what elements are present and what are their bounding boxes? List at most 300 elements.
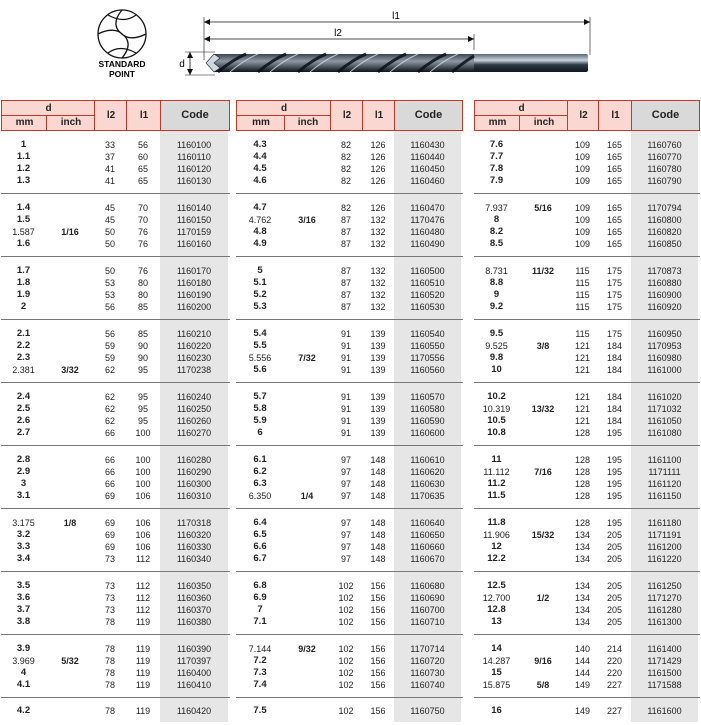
l1-cell: 214 <box>606 644 623 654</box>
l2-cell: 66 <box>104 467 115 477</box>
l1-cell: 119 <box>135 668 151 678</box>
table-row <box>474 427 700 439</box>
l2-cell: 45 <box>104 215 115 225</box>
code-cell: 1160310 <box>160 490 228 502</box>
code-cell: 1160730 <box>394 667 461 679</box>
table-row <box>1 340 230 352</box>
table-row <box>236 517 463 529</box>
l2-cell: 121 <box>574 392 591 402</box>
table-row <box>236 289 463 301</box>
mm-cell: 2.5 <box>16 403 31 414</box>
l1-cell: 139 <box>370 329 386 339</box>
header-divider <box>284 115 285 130</box>
l2-cell: 87 <box>340 302 351 312</box>
table-row <box>236 667 463 679</box>
table-row <box>474 289 700 301</box>
code-cell: 1160490 <box>394 238 461 250</box>
mm-cell: 7.2 <box>253 655 267 666</box>
code-cell: 1160440 <box>394 151 461 163</box>
mm-cell: 10.8 <box>487 427 506 438</box>
table-row <box>474 592 700 604</box>
mm-cell: 4.1 <box>16 679 31 690</box>
l1-cell: 100 <box>135 455 151 465</box>
mm-cell: 5.2 <box>253 289 267 300</box>
standard-point-icon <box>98 10 146 58</box>
mm-cell: 7.937 <box>485 203 508 213</box>
l2-cell: 87 <box>340 239 351 249</box>
table-row <box>474 352 700 364</box>
mm-cell: 9.525 <box>485 341 508 351</box>
table-row <box>236 328 463 340</box>
l1-cell: 85 <box>137 329 148 339</box>
code-cell: 1160170 <box>160 265 228 277</box>
l1-cell: 132 <box>370 302 386 312</box>
l2-cell: 45 <box>104 203 115 213</box>
table-row <box>474 328 700 340</box>
l1-cell: 205 <box>606 554 623 564</box>
mm-cell: 13 <box>491 616 502 627</box>
table-row <box>474 667 700 679</box>
row-group <box>236 446 463 509</box>
code-cell: 1160680 <box>394 580 461 592</box>
drill-bit-image <box>206 54 588 72</box>
l2-cell: 66 <box>104 455 115 465</box>
l1-cell: 106 <box>135 491 151 501</box>
l2-cell: 134 <box>574 530 591 540</box>
l1-cell: 165 <box>606 176 623 186</box>
table-row <box>1 364 230 376</box>
table-row <box>1 604 230 616</box>
l1-cell: 76 <box>137 227 148 237</box>
l2-cell: 109 <box>574 227 591 237</box>
mm-cell: 1.2 <box>16 163 31 174</box>
l2-cell: 109 <box>574 164 591 174</box>
header-divider <box>46 115 47 130</box>
mm-cell: 7.6 <box>489 139 504 150</box>
l2-cell: 115 <box>575 266 590 276</box>
mm-cell: 1.9 <box>16 289 31 300</box>
l1-cell: 90 <box>137 341 148 351</box>
table-row <box>1 139 230 151</box>
mm-cell: 2.3 <box>16 352 31 363</box>
table-row <box>1 238 230 250</box>
row-group <box>1 572 230 635</box>
code-cell: 1160560 <box>394 364 461 376</box>
row-group <box>474 320 700 383</box>
mm-cell: 3.7 <box>16 604 31 615</box>
inch-cell: 1/2 <box>536 593 550 603</box>
l2-cell: 102 <box>338 656 354 666</box>
table-row <box>236 705 463 717</box>
drill-size-table-1 <box>1 100 230 722</box>
row-group <box>1 698 230 722</box>
l2-cell: 102 <box>338 706 354 716</box>
table-row <box>474 175 700 187</box>
code-cell: 1160360 <box>160 592 228 604</box>
mm-cell: 4.6 <box>253 175 267 186</box>
l2-cell: 78 <box>104 706 115 716</box>
l2-cell: 66 <box>104 479 115 489</box>
column-header-d: d <box>280 103 288 114</box>
table-row <box>1 541 230 553</box>
l2-cell: 87 <box>340 227 351 237</box>
header-divider <box>519 115 520 130</box>
code-cell: 1160660 <box>394 541 461 553</box>
header-divider <box>94 101 95 130</box>
table-row <box>236 643 463 655</box>
mm-cell: 5.1 <box>253 277 267 288</box>
row-group <box>474 635 700 698</box>
mm-cell: 14.287 <box>482 656 511 666</box>
l1-cell: 148 <box>370 530 386 540</box>
mm-cell: 4.8 <box>253 226 267 237</box>
drill-size-table-2 <box>236 100 463 722</box>
mm-cell: 4 <box>20 667 27 678</box>
code-cell: 1160160 <box>160 238 228 250</box>
code-cell: 1160130 <box>160 175 228 187</box>
table-row <box>236 265 463 277</box>
table-row <box>236 541 463 553</box>
l2-cell: 50 <box>104 239 115 249</box>
mm-cell: 6.3 <box>253 478 267 489</box>
table-row <box>474 364 700 376</box>
mm-cell: 9.8 <box>489 352 504 363</box>
l2-cell: 37 <box>104 152 115 162</box>
l1-cell: 100 <box>135 479 151 489</box>
l2-cell: 128 <box>574 518 591 528</box>
header-divider <box>631 101 632 130</box>
table-row <box>474 553 700 565</box>
l1-cell: 156 <box>370 644 386 654</box>
mm-cell: 3.9 <box>16 643 31 654</box>
table-row <box>1 655 230 667</box>
inch-cell: 3/32 <box>61 365 79 375</box>
table-row <box>236 466 463 478</box>
inch-cell: 11/32 <box>531 266 555 276</box>
l1-cell: 184 <box>606 353 623 363</box>
mm-cell: 8.2 <box>489 226 504 237</box>
mm-cell: 2.6 <box>16 415 31 426</box>
mm-cell: 5.4 <box>253 328 267 339</box>
l2-cell: 73 <box>104 554 115 564</box>
l2-cell: 91 <box>340 416 351 426</box>
l1-cell: 106 <box>135 542 151 552</box>
l1-cell: 112 <box>135 605 151 615</box>
mm-cell: 7.5 <box>253 705 267 716</box>
table-row <box>474 163 700 175</box>
code-cell: 1170476 <box>394 214 461 226</box>
code-cell: 1160750 <box>394 705 461 717</box>
table-row <box>474 151 700 163</box>
table-row <box>474 214 700 226</box>
l2-cell: 53 <box>104 278 115 288</box>
l2-cell: 128 <box>574 455 591 465</box>
mm-cell: 3.1 <box>16 490 31 501</box>
row-group <box>474 194 700 257</box>
l1-cell: 95 <box>137 392 148 402</box>
mm-cell: 1.6 <box>16 238 31 249</box>
mm-cell: 6.2 <box>253 466 267 477</box>
dimension-label-l1: l1 <box>392 11 400 22</box>
table-row <box>236 340 463 352</box>
mm-cell: 6.6 <box>253 541 267 552</box>
l1-cell: 195 <box>606 428 623 438</box>
row-group <box>474 509 700 572</box>
l2-cell: 56 <box>104 329 115 339</box>
table-row <box>236 364 463 376</box>
code-cell: 1160270 <box>160 427 228 439</box>
table-row <box>474 517 700 529</box>
table-row <box>1 553 230 565</box>
code-cell: 1160710 <box>394 616 461 628</box>
l1-cell: 139 <box>370 341 386 351</box>
l1-cell: 95 <box>137 404 148 414</box>
table-row <box>1 163 230 175</box>
mm-cell: 15.875 <box>482 680 511 690</box>
table-row <box>236 529 463 541</box>
l1-cell: 106 <box>135 518 151 528</box>
code-cell: 1161180 <box>631 517 698 529</box>
code-cell: 1160760 <box>631 139 698 151</box>
l1-cell: 95 <box>137 365 148 375</box>
l2-cell: 59 <box>104 353 115 363</box>
l2-cell: 97 <box>340 491 351 501</box>
code-cell: 1160300 <box>160 478 228 490</box>
table-row <box>1 214 230 226</box>
mm-cell: 12.2 <box>487 553 506 564</box>
mm-cell: 11.112 <box>483 467 510 477</box>
table-row <box>474 655 700 667</box>
l2-cell: 134 <box>574 617 591 627</box>
column-header-l2: l2 <box>106 110 116 121</box>
mm-cell: 9.5 <box>489 328 504 339</box>
code-cell: 1160630 <box>394 478 461 490</box>
table-row <box>474 490 700 502</box>
mm-cell: 2.7 <box>16 427 31 438</box>
mm-cell: 4.2 <box>16 705 31 716</box>
inch-cell: 3/16 <box>298 215 316 225</box>
code-cell: 1160330 <box>160 541 228 553</box>
code-cell: 1170397 <box>160 655 228 667</box>
l1-cell: 165 <box>606 227 623 237</box>
code-cell: 1160780 <box>631 163 698 175</box>
l2-cell: 102 <box>338 605 354 615</box>
code-cell: 1160380 <box>160 616 228 628</box>
table-row <box>1 415 230 427</box>
header-divider <box>598 101 599 130</box>
table-row <box>236 427 463 439</box>
column-header-inch: inch <box>297 117 319 128</box>
mm-cell: 2.2 <box>16 340 31 351</box>
column-header-mm: mm <box>488 117 507 128</box>
l1-cell: 126 <box>370 140 386 150</box>
table-row <box>236 592 463 604</box>
mm-cell: 3.969 <box>12 656 35 666</box>
table-row <box>1 580 230 592</box>
l1-cell: 205 <box>606 617 623 627</box>
code-cell: 1160280 <box>160 454 228 466</box>
code-cell: 1170159 <box>160 226 228 238</box>
l2-cell: 109 <box>574 152 591 162</box>
mm-cell: 3 <box>20 478 27 489</box>
table-row <box>474 415 700 427</box>
code-cell: 1160290 <box>160 466 228 478</box>
l2-cell: 115 <box>575 302 590 312</box>
table-row <box>1 478 230 490</box>
column-header-inch: inch <box>60 117 82 128</box>
l2-cell: 41 <box>104 176 115 186</box>
code-cell: 1160500 <box>394 265 461 277</box>
code-cell: 1160470 <box>394 202 461 214</box>
mm-cell: 6.7 <box>253 553 267 564</box>
inch-cell: 3/8 <box>536 341 550 351</box>
l2-cell: 121 <box>574 341 591 351</box>
table-row <box>1 202 230 214</box>
l2-cell: 97 <box>340 518 351 528</box>
table-row <box>474 604 700 616</box>
mm-cell: 6.350 <box>248 491 272 501</box>
mm-cell: 10 <box>491 364 502 375</box>
l1-cell: 184 <box>606 392 623 402</box>
inch-cell: 1/8 <box>63 518 77 528</box>
mm-cell: 7.7 <box>489 151 504 162</box>
code-cell: 1160900 <box>631 289 698 301</box>
code-cell: 1160650 <box>394 529 461 541</box>
l2-cell: 109 <box>574 203 591 213</box>
code-cell: 1160510 <box>394 277 461 289</box>
table-row <box>1 705 230 717</box>
l1-cell: 184 <box>606 341 623 351</box>
l2-cell: 69 <box>104 518 115 528</box>
mm-cell: 7.3 <box>253 667 267 678</box>
mm-cell: 8.731 <box>485 266 508 276</box>
code-cell: 1160850 <box>631 238 698 250</box>
code-cell: 1161220 <box>631 553 698 565</box>
l2-cell: 82 <box>340 140 351 150</box>
mm-cell: 3.4 <box>16 553 31 564</box>
code-cell: 1160180 <box>160 277 228 289</box>
dimension-label-d: d <box>179 59 185 70</box>
l2-cell: 149 <box>574 680 591 690</box>
l1-cell: 76 <box>137 239 148 249</box>
table-row <box>236 139 463 151</box>
code-cell: 1160530 <box>394 301 461 313</box>
l1-cell: 175 <box>606 266 623 276</box>
l2-cell: 97 <box>340 479 351 489</box>
l1-cell: 156 <box>370 706 386 716</box>
l2-cell: 128 <box>574 479 591 489</box>
table-row <box>1 277 230 289</box>
l1-cell: 100 <box>135 428 151 438</box>
l1-cell: 148 <box>370 467 386 477</box>
row-group <box>236 509 463 572</box>
code-cell: 1161400 <box>631 643 698 655</box>
l1-cell: 156 <box>370 680 386 690</box>
mm-cell: 11.5 <box>487 490 506 501</box>
row-group <box>236 131 463 194</box>
table-row <box>1 289 230 301</box>
code-cell: 1160950 <box>631 328 698 340</box>
code-cell: 1160420 <box>160 705 228 717</box>
table-row <box>474 580 700 592</box>
code-cell: 1160460 <box>394 175 461 187</box>
table-row <box>474 705 700 717</box>
mm-cell: 2.4 <box>16 391 31 402</box>
code-cell: 1160670 <box>394 553 461 565</box>
l1-cell: 132 <box>370 278 386 288</box>
mm-cell: 8 <box>493 214 500 225</box>
inch-cell: 5/32 <box>61 656 79 666</box>
code-cell: 1171270 <box>631 592 698 604</box>
column-header-d: d <box>45 103 52 114</box>
l1-cell: 139 <box>370 404 386 414</box>
row-group <box>474 383 700 446</box>
table-header <box>236 100 463 131</box>
table-row <box>1 352 230 364</box>
l1-cell: 126 <box>370 152 386 162</box>
l2-cell: 115 <box>575 329 590 339</box>
row-group <box>236 572 463 635</box>
code-cell: 1161100 <box>631 454 698 466</box>
mm-cell: 3.5 <box>16 580 31 591</box>
code-cell: 1161080 <box>631 427 698 439</box>
l1-cell: 132 <box>370 227 386 237</box>
l1-cell: 112 <box>135 554 151 564</box>
l2-cell: 121 <box>574 404 591 414</box>
inch-cell: 5/16 <box>534 203 552 213</box>
column-header-mm: mm <box>15 117 34 128</box>
code-cell: 1160770 <box>631 151 698 163</box>
l2-cell: 56 <box>104 302 115 312</box>
mm-cell: 1.5 <box>16 214 31 225</box>
code-cell: 1170953 <box>631 340 698 352</box>
header-divider <box>475 115 567 116</box>
l1-cell: 205 <box>606 530 623 540</box>
header-divider <box>362 101 363 130</box>
l1-cell: 132 <box>370 215 386 225</box>
l1-cell: 60 <box>137 152 148 162</box>
mm-cell: 12.5 <box>487 580 506 591</box>
l1-cell: 165 <box>606 164 623 174</box>
row-group <box>474 257 700 320</box>
table-row <box>474 454 700 466</box>
code-cell: 1160120 <box>160 163 228 175</box>
row-group <box>1 194 230 257</box>
code-cell: 1161120 <box>631 478 698 490</box>
code-cell: 1161500 <box>631 667 698 679</box>
l2-cell: 140 <box>574 644 591 654</box>
mm-cell: 12.700 <box>482 593 511 603</box>
mm-cell: 4.9 <box>253 238 267 249</box>
l1-cell: 156 <box>370 656 386 666</box>
row-group <box>474 572 700 635</box>
table-row <box>474 139 700 151</box>
code-cell: 1160260 <box>160 415 228 427</box>
code-cell: 1160100 <box>160 139 228 151</box>
table-row <box>236 454 463 466</box>
l1-cell: 195 <box>606 455 623 465</box>
code-cell: 1160720 <box>394 655 461 667</box>
mm-cell: 7.144 <box>248 644 272 654</box>
code-cell: 1161200 <box>631 541 698 553</box>
code-cell: 1170873 <box>631 265 698 277</box>
table-row <box>1 517 230 529</box>
table-row <box>474 643 700 655</box>
row-group <box>474 131 700 194</box>
l1-cell: 220 <box>606 656 623 666</box>
l1-cell: 139 <box>370 392 386 402</box>
l2-cell: 102 <box>338 680 354 690</box>
